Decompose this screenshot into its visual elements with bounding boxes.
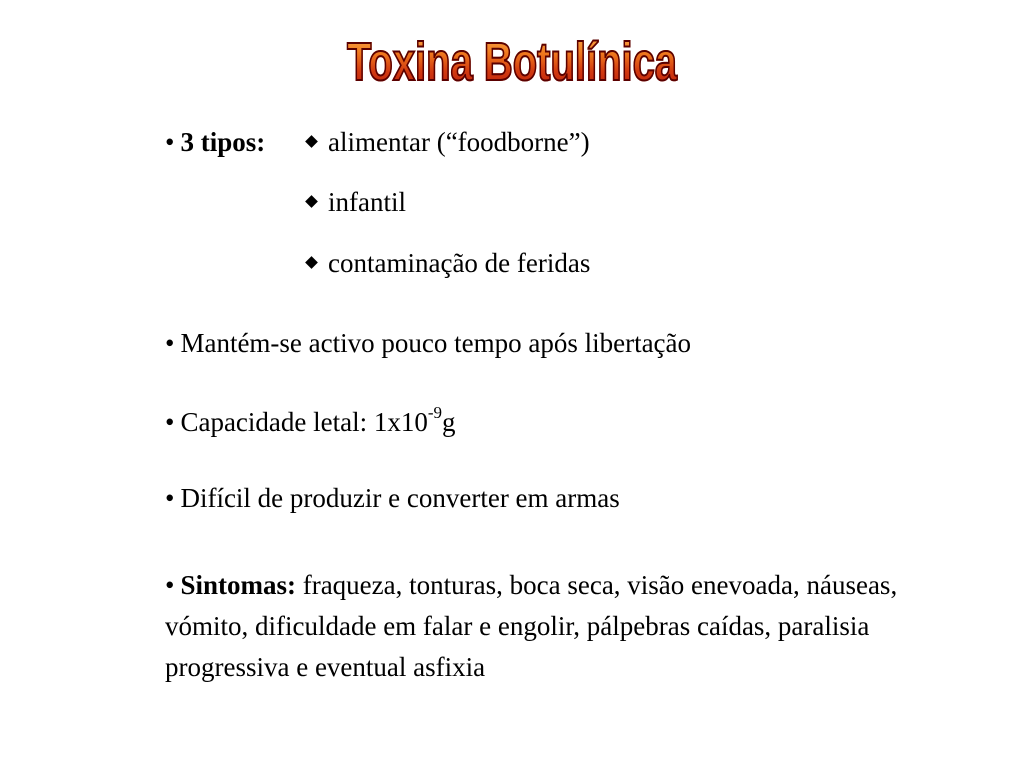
bullet-marker: • xyxy=(165,407,175,437)
difficult-text: Difícil de produzir e converter em armas xyxy=(180,483,620,513)
diamond-bullet-icon xyxy=(305,195,318,208)
bullet-difficult xyxy=(165,481,620,515)
type-item-foodborne xyxy=(305,125,590,159)
type-item-text: contaminação de feridas xyxy=(328,248,591,278)
type-item-text: infantil xyxy=(328,187,406,217)
lethal-text: Capacidade letal: 1x10 xyxy=(180,407,428,437)
slide-title-text: Toxina Botulínica xyxy=(346,32,678,92)
diamond-bullet-icon xyxy=(305,256,318,269)
bullet-marker: • xyxy=(165,127,175,157)
bullet-symptoms xyxy=(165,565,985,688)
lethal-unit: g xyxy=(442,407,456,437)
type-item-text: alimentar (“foodborne”) xyxy=(328,127,590,157)
type-item-wound xyxy=(305,246,590,280)
bullet-marker: • xyxy=(165,570,175,600)
diamond-bullet-icon xyxy=(305,135,318,148)
bullet-lethal xyxy=(165,405,456,439)
type-item-infantil xyxy=(305,185,406,219)
symptoms-label: Sintomas: xyxy=(180,570,296,600)
bullet-active xyxy=(165,326,691,360)
active-text: Mantém-se activo pouco tempo após libertação xyxy=(180,328,692,358)
bullet-marker: • xyxy=(165,483,175,513)
symptoms-text: fraqueza, tonturas, boca seca, visão enevoada, náuseas, vómito, dificuldade em falar e engolir, pálpebras caídas, paralisia progressiva e eventual asfixia xyxy=(165,570,898,682)
slide-title xyxy=(133,22,891,102)
lethal-exponent: -9 xyxy=(427,403,443,422)
bullet-marker: • xyxy=(165,328,175,358)
types-label: 3 tipos: xyxy=(180,127,266,157)
bullet-types xyxy=(165,125,265,159)
